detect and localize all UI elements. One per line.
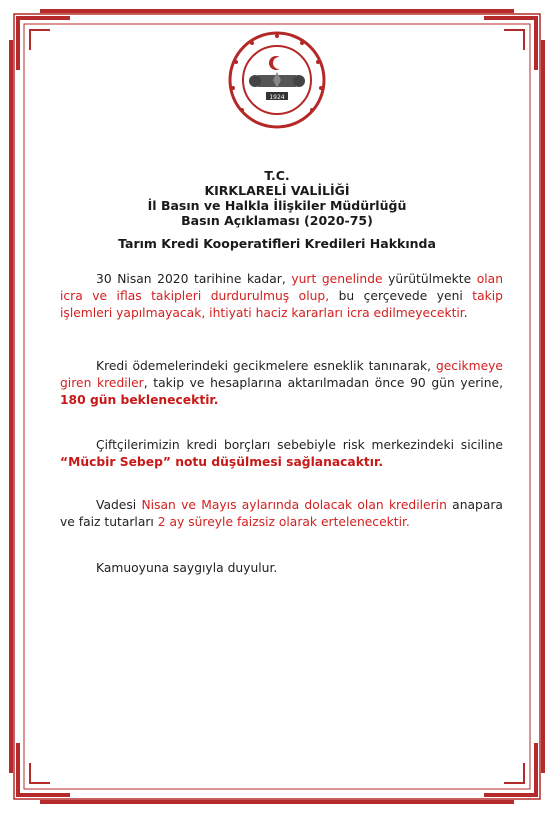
paragraph-1: [60, 271, 503, 322]
p1-text-c: yürütülmekte: [382, 272, 477, 286]
p2-text-c: , takip ve hesaplarına aktarılmadan önce 90 gün yerine,: [143, 376, 503, 390]
p2-highlight-b: gecikmeye giren krediler: [60, 359, 503, 390]
header-line-governorship: KIRKLARELİ VALİLİĞİ: [204, 183, 350, 198]
p3-text-a: Çiftçilerimizin kredi borçları sebebiyle risk merkezindeki siciline: [96, 438, 503, 452]
header-line-press-release: Basın Açıklaması (2020-75): [181, 213, 373, 228]
header-line-department: İl Basın ve Halkla İlişkiler Müdürlüğü: [147, 198, 407, 213]
p1-highlight-f: takip işlemleri yapılmayacak, ihtiyati haciz kararları icra edilmeyecektir: [60, 289, 503, 320]
document-header: [60, 168, 494, 228]
paragraph-2: [60, 358, 503, 409]
p4-text-a: Vadesi: [96, 498, 142, 512]
p2-highlight-d: 180 gün beklenecektir.: [60, 393, 219, 407]
closing-paragraph: Kamuoyuna saygıyla duyulur.: [96, 561, 278, 575]
p4-highlight-b: Nisan ve Mayıs aylarında dolacak olan kredilerin: [141, 498, 447, 512]
kirklareli-governorship-logo: [224, 30, 330, 130]
header-line-tc: T.C.: [264, 168, 290, 183]
document-subject: Tarım Kredi Kooperatifleri Kredileri Hakkında: [118, 236, 436, 251]
paragraph-3: [60, 437, 503, 471]
p1-highlight-d: olan icra ve iflas takipleri durdurulmuş olup,: [60, 272, 503, 303]
p1-text-g: .: [463, 306, 468, 320]
logo-year: 1924: [269, 94, 285, 101]
p1-highlight-b: yurt genelinde: [291, 272, 383, 286]
p4-text-c: anapara ve faiz tutarları: [60, 498, 503, 529]
p2-text-a: Kredi ödemelerindeki gecikmelere esneklik tanınarak,: [96, 359, 436, 373]
p4-highlight-d: 2 ay süreyle faizsiz olarak ertelenecektir.: [157, 515, 410, 529]
paragraph-4: [60, 497, 503, 531]
p3-highlight-b: “Mücbir Sebep” notu düşülmesi sağlanacaktır.: [60, 455, 383, 469]
p1-text-e: bu çerçevede yeni: [329, 289, 473, 303]
p1-text-a: 30 Nisan 2020 tarihine kadar,: [96, 272, 292, 286]
